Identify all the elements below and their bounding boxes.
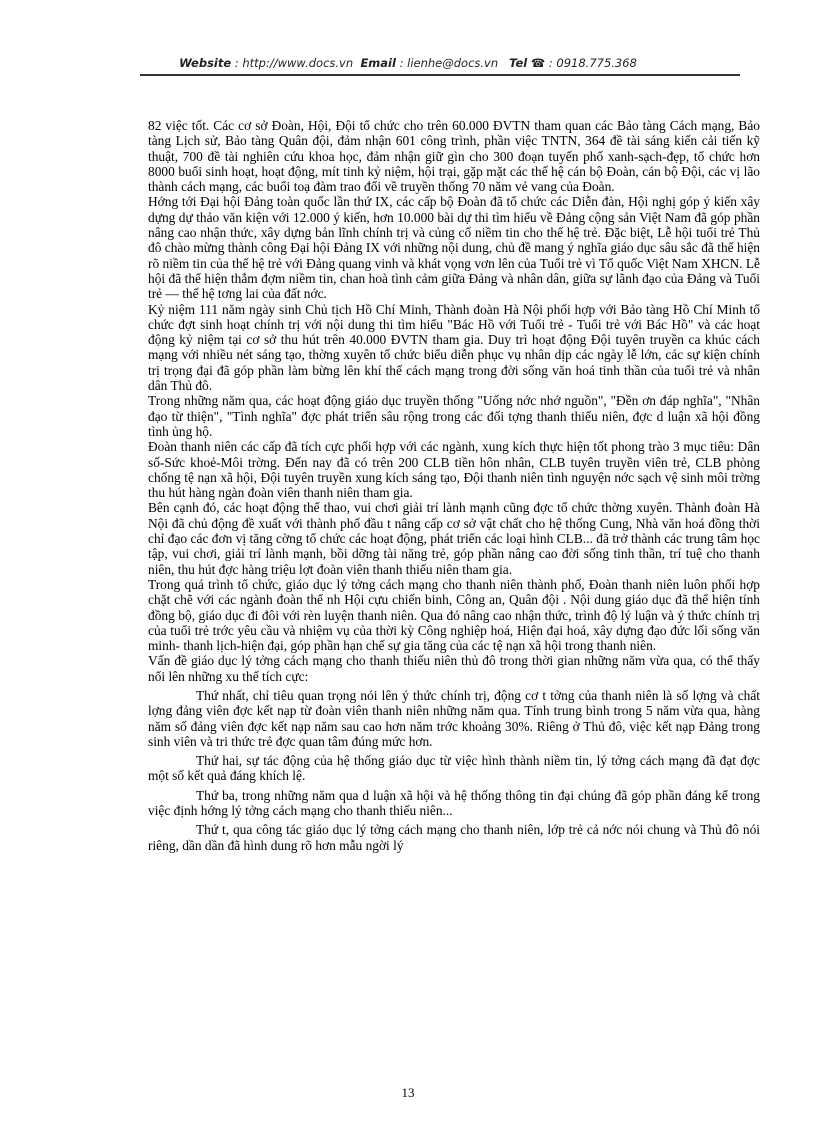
indented-paragraph: Thứ ba, trong những năm qua d luận xã hội và hệ thống thông tin đại chúng đã góp phần đáng kể trong việc định hớng lý tởng cách mạng cho thanh thiếu niên... bbox=[148, 787, 760, 819]
indented-paragraph: Thứ nhất, chỉ tiêu quan trọng nói lên ý thức chính trị, động cơ t tởng của thanh niên là số lợng và chất lợng đảng viên đợc kết nạp từ đoàn viên thanh niên những năm qua. Tính trung bình trong 5 năm vừa qua, hàng năm số đảng viên đợc kết nạp năm sau cao hơn năm trớc khoảng 30%. Riêng ở Thủ đô, việc kết nạp Đảng trong sinh viên và tri thức trẻ đợc quan tâm đúng mức hơn. bbox=[148, 687, 760, 749]
indented-paragraph: Thứ t, qua công tác giáo dục lý tởng cách mạng cho thanh niên, lớp trẻ cả nớc nói chung và Thủ đô nói riêng, dần dần đã hình dung rõ hơn mẫu ngời lý bbox=[148, 822, 760, 853]
website-value: : http://www.docs.vn bbox=[234, 56, 354, 70]
document-body bbox=[148, 118, 760, 853]
tel-label: Tel bbox=[509, 56, 528, 70]
paragraph: Bên cạnh đó, các hoạt động thể thao, vui chơi giải trí lành mạnh cũng đợc tổ chức thờng xuyên. Thành đoàn Hà Nội đã chủ động đề xuất với thành phố đầu t nâng cấp cơ sở vật chất cho hệ thống Cung, Nhà văn hoá đồng thời chỉ đạo các đơn vị tăng cờng tổ chức các hoạt động, phát triển các loại hình CLB... đã trở thành các trung tâm học tập, vui chơi, giải trí lành mạnh, bồi dỡng tài năng trẻ, góp phần nâng cao đời sống tinh thần, trí tuệ cho thanh niên, thu hút đợc hàng triệu lợt đoàn viên thanh thiếu niên tham gia. bbox=[148, 500, 760, 577]
paragraph: Đoàn thanh niên các cấp đã tích cực phối hợp với các ngành, xung kích thực hiện tốt phong trào 3 mục tiêu: Dân số-Sức khoẻ-Môi trờng. Đến nay đã có trên 200 CLB tiền hôn nhân, CLB tuyên truyền viên trẻ, CLB phòng chống tệ nạn xã hội, Đội tuyên truyền xung kích sáng tạo, Đội thanh niên tình nguyện nớc sạch vệ sinh môi trờng thu hút hàng ngàn đoàn viên thanh niên tham gia. bbox=[148, 439, 760, 501]
website-label: Website bbox=[179, 56, 232, 70]
page-header bbox=[0, 56, 816, 70]
paragraph: Kỷ niệm 111 năm ngày sinh Chủ tịch Hồ Chí Minh, Thành đoàn Hà Nội phối hợp với Bảo tàng Hồ Chí Minh tổ chức đợt sinh hoạt chính trị với nội dung thi tìm hiểu "Bác Hồ với Tuổi trẻ - Tuổi trẻ với Bác Hồ" và các hoạt động kỷ niệm tại cơ sở thu hút trên 40.000 ĐVTN tham gia. Duy trì hoạt động Đội tuyên truyền ca khúc cách mạng với nhiều nét sáng tạo, thờng xuyên tổ chức biểu diễn phục vụ nhân dịp các ngày lễ lớn, các sự kiện chính trị trọng đại đã góp phần làm bừng lên khí thế cách mạng trong đời sống văn hoá tinh thần của tuổi trẻ và nhân dân Thủ đô. bbox=[148, 301, 760, 394]
page-number: 13 bbox=[401, 1085, 415, 1100]
email-value: : lienhe@docs.vn bbox=[399, 56, 499, 70]
paragraph: 82 việc tốt. Các cơ sở Đoàn, Hội, Đội tổ chức cho trên 60.000 ĐVTN tham quan các Bảo tàng Cách mạng, Bảo tàng Lịch sử, Bảo tàng Quân đội, đảm nhận 601 công trình, phần việc TNTN, 364 đề tài sáng kiến cải tiến kỹ thuật, 700 đề tài nghiên cứu khoa học, đảm nhận giữ gìn cho 300 đoạn tuyến phố xanh-sạch-đẹp, tổ chức hơn 8000 buổi sinh hoạt, hoạt động, mít tinh kỷ niệm, hội trại, gặp mặt các thế hệ cán bộ Đoàn, cán bộ Đội, các vị lão thành cách mạng, các buổi toạ đàm trao đổi về truyền thống 70 năm vẻ vang của Đoàn. bbox=[148, 118, 760, 195]
indented-paragraph: Thứ hai, sự tác động của hệ thống giáo dục từ việc hình thành niềm tin, lý tởng cách mạng đã đạt đợc một số kết quả đáng khích lệ. bbox=[148, 753, 760, 784]
paragraph: Vấn đề giáo dục lý tởng cách mạng cho thanh thiếu niên thủ đô trong thời gian những năm vừa qua, có thể thấy nổi lên những xu thế tích cực: bbox=[148, 653, 760, 684]
paragraph: Trong quá trình tổ chức, giáo dục lý tởng cách mạng cho thanh niên thành phố, Đoàn thanh niên luôn phối hợp chặt chẽ với các ngành đoàn thể nh Hội cựu chiến binh, Công an, Quân đội . Nội dung giáo dục đã thể hiện tính đồng bộ, giáo dục đi đôi với rèn luyện thanh niên. Qua đó nâng cao nhận thức, trình độ lý luận và ý thức chính trị của tuổi trẻ trớc yêu cầu và nhiệm vụ của thời kỳ Công nghiệp hoá, Hiện đại hoá, xây dựng đạo đức lối sống văn minh- thanh lịch-hiện đại, góp phần hạn chế sự gia tăng của các tệ nạn xã hội trong thanh niên. bbox=[148, 576, 760, 654]
email-label: Email bbox=[360, 56, 396, 70]
header-divider bbox=[140, 74, 740, 76]
tel-value: ☎ : 0918.775.368 bbox=[530, 56, 637, 70]
paragraph: Hớng tới Đại hội Đảng toàn quốc lần thứ IX, các cấp bộ Đoàn đã tổ chức các Diễn đàn, Hội nghị góp ý kiến xây dựng dự thảo văn kiện với 12.000 ý kiến, hơn 10.000 bài dự thi tìm hiểu về Đảng cộng sản Việt Nam đã góp phần nâng cao nhận thức, xây dựng bản lĩnh chính trị và củng cố niềm tin cho thế hệ trẻ. Đặc biệt, Lễ hội tuổi trẻ Thủ đô chào mừng thành công Đại hội Đảng IX với những nội dung, chủ đề mang ý nghĩa giáo dục sâu sắc đã thể hiện rõ niềm tin của thế hệ trẻ với Đảng quang vinh và khát vọng vơn lên của Tuổi trẻ vì Tổ quốc Việt Nam XHCN. Lễ hội đã thể hiện thắm đợm niềm tin, chan hoà tình cảm giữa Đảng và nhân dân, giữa sự lãnh đạo của Đảng và Tuổi trẻ — thế hệ tơng lai của đất nớc. bbox=[148, 194, 760, 302]
paragraph: Trong những năm qua, các hoạt động giáo dục truyền thống "Uống nớc nhớ nguồn", "Đền ơn đáp nghĩa", "Nhân đạo từ thiện", "Tình nghĩa" đợc phát triển sâu rộng trong các đối tợng thanh thiếu niên, đợc d luận xã hội đồng tình ủng hộ. bbox=[148, 393, 760, 439]
